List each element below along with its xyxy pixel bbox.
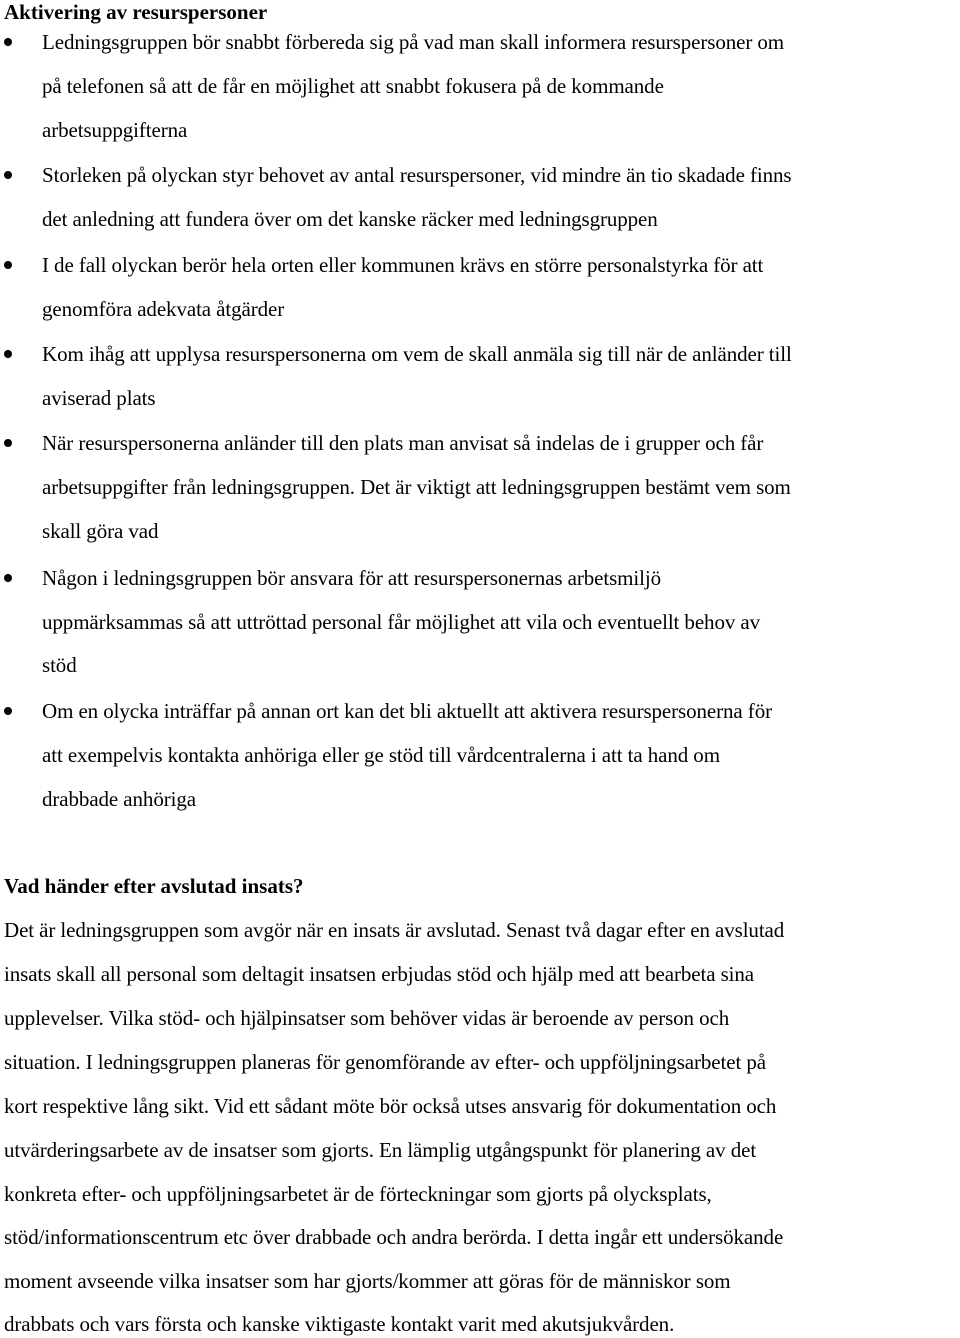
list-item-line: När resurspersonerna anländer till den plats man anvisat så indelas de i grupper och får (42, 431, 764, 455)
list-item-line: Någon i ledningsgruppen bör ansvara för att resurspersonernas arbetsmiljö (42, 566, 662, 590)
bullet-icon (4, 171, 12, 179)
list-item-line: aviserad plats (42, 386, 156, 410)
list-item-line: stöd (42, 653, 77, 677)
paragraph-line: Det är ledningsgruppen som avgör när en insats är avslutad. Senast två dagar efter en avslutad (4, 918, 785, 942)
bullet-icon (4, 38, 12, 46)
paragraph-line: moment avseende vilka insatser som har gjorts/kommer att göras för de människor som (4, 1269, 731, 1293)
list-item-line: Ledningsgruppen bör snabbt förbereda sig på vad man skall informera resurspersoner om (42, 30, 785, 54)
paragraph-line: drabbats och vars första och kanske viktigaste kontakt varit med akutsjukvården. (4, 1312, 675, 1336)
list-item-line: Storleken på olyckan styr behovet av antal resurspersoner, vid mindre än tio skadade finns (42, 163, 792, 187)
paragraph-line: utvärderingsarbete av de insatser som gjorts. En lämplig utgångspunkt för planering av det (4, 1138, 757, 1162)
bullet-icon (4, 574, 12, 582)
list-item-line: Om en olycka inträffar på annan ort kan det bli aktuellt att aktivera resurspersonerna för (42, 699, 772, 723)
list-item-line: uppmärksammas så att uttröttad personal får möjlighet att vila och eventuellt behov av (42, 610, 761, 634)
list-item-line: det anledning att fundera över om det kanske räcker med ledningsgruppen (42, 207, 658, 231)
list-item-line: drabbade anhöriga (42, 787, 196, 811)
bullet-icon (4, 350, 12, 358)
list-item-line: arbetsuppgifterna (42, 118, 188, 142)
list-item-line: att exempelvis kontakta anhöriga eller ge stöd till vårdcentralerna i att ta hand om (42, 743, 720, 767)
list-item-line: I de fall olyckan berör hela orten eller kommunen krävs en större personalstyrka för att (42, 253, 764, 277)
section-heading-aktivering: Aktivering av resurspersoner (4, 0, 268, 24)
paragraph-line: insats skall all personal som deltagit insatsen erbjudas stöd och hjälp med att bearbeta sina (4, 962, 755, 986)
paragraph-line: situation. I ledningsgruppen planeras för genomförande av efter- och uppföljningsarbetet på (4, 1050, 766, 1074)
list-item-line: arbetsuppgifter från ledningsgruppen. Det är viktigt att ledningsgruppen bestämt vem som (42, 475, 791, 499)
paragraph-line: stöd/informationscentrum etc över drabbade och andra berörda. I detta ingår ett undersökande (4, 1225, 784, 1249)
bullet-icon (4, 261, 12, 269)
bullet-icon (4, 439, 12, 447)
section-heading-efter-insats: Vad händer efter avslutad insats? (4, 874, 304, 898)
paragraph-line: upplevelser. Vilka stöd- och hjälpinsatser som behöver vidas är beroende av person och (4, 1006, 730, 1030)
bullet-icon (4, 707, 12, 715)
list-item-line: Kom ihåg att upplysa resurspersonerna om vem de skall anmäla sig till när de anländer till (42, 342, 792, 366)
list-item-line: på telefonen så att de får en möjlighet att snabbt fokusera på de kommande (42, 74, 664, 98)
list-item-line: genomföra adekvata åtgärder (42, 297, 285, 321)
paragraph-line: kort respektive lång sikt. Vid ett sådant möte bör också utses ansvarig för dokumentation och (4, 1094, 777, 1118)
list-item-line: skall göra vad (42, 519, 159, 543)
paragraph-line: konkreta efter- och uppföljningsarbetet är de förteckningar som gjorts på olycksplats, (4, 1182, 712, 1206)
